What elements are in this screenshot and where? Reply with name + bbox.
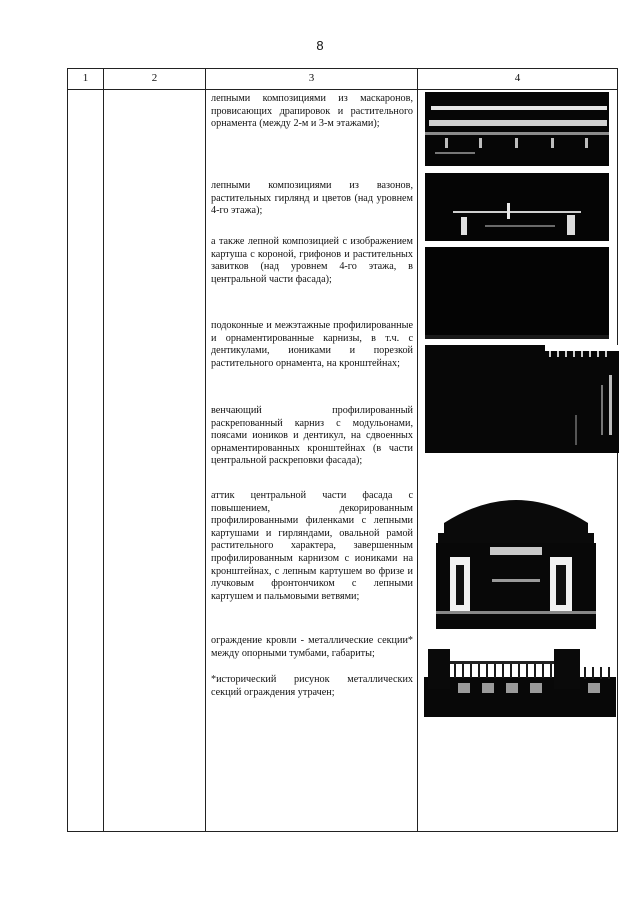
cartouche-griffins-photo bbox=[425, 247, 609, 339]
header-col-2: 2 bbox=[151, 72, 158, 84]
column-divider bbox=[103, 69, 104, 831]
roof-railing-photo bbox=[424, 637, 616, 717]
window-cornice-photo bbox=[425, 345, 619, 453]
entry-text-1: лепными композициями из маскаронов, провисающих драпировок и растительного орнамента (между 2-м и 3-м этажами); bbox=[211, 93, 413, 130]
entry-text-3: а также лепной композицией с изображением картуша с короной, грифонов и растительных завитков (над уровнем 4-го этажа, в центральной части фасада); bbox=[211, 236, 413, 285]
entry-text-6: аттик центральной части фасада с повышением, декорированным профилированными филенками с лепными картушами и гирляндами, овальной рамой растительного характера, завершенным профилированным карнизом с иониками на кронштейнах, с лепным картушем во фризе и лучковым фронтончиком с лепными картушем и пальмовыми ветвями; bbox=[211, 490, 413, 602]
entry-text-7: ограждение кровли - металлические секции* между опорными тумбами, габариты; bbox=[211, 635, 413, 659]
entry-text-8: *исторический рисунок металлических секций ограждения утрачен; bbox=[211, 674, 413, 698]
header-col-3: 3 bbox=[308, 72, 315, 84]
entry-text-2: лепными композициями из вазонов, растительных гирлянд и цветов (над уровнем 4-го этажа); bbox=[211, 180, 413, 217]
column-divider bbox=[417, 69, 418, 831]
heritage-table bbox=[67, 68, 618, 832]
attic-pediment-photo bbox=[430, 483, 602, 629]
entry-text-4: подоконные и межэтажные профилированные и орнаментированные карнизы, в т.ч. с дентикулами, иониками и порезкой растительного орнамента, на кронштейнах; bbox=[211, 320, 413, 369]
page-number: 8 bbox=[316, 38, 324, 53]
entry-text-5: венчающий профилированный раскрепованный карниз с модульонами, поясами иоников и дентикул, на сдвоенных орнаментированных кронштейнах (в части центральной раскреповки фасада); bbox=[211, 405, 413, 467]
header-col-1: 1 bbox=[82, 72, 89, 84]
header-col-4: 4 bbox=[514, 72, 521, 84]
vases-garlands-photo bbox=[425, 173, 609, 241]
column-divider bbox=[205, 69, 206, 831]
header-divider bbox=[68, 89, 617, 90]
cornice-mascarons-photo bbox=[425, 92, 609, 166]
